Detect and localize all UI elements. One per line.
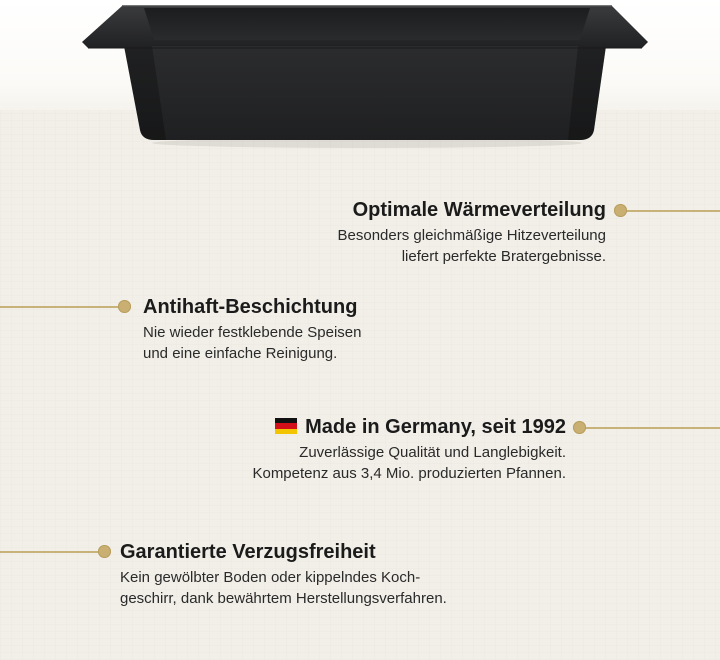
feature-line: und eine einfache Reinigung. — [143, 345, 338, 362]
connector-line-1 — [620, 210, 720, 212]
baking-pan-image — [82, 0, 652, 150]
feature-line: Besonders gleichmäßige Hitzeverteilung — [337, 227, 606, 244]
feature-title: Antihaft-Beschichtung — [143, 296, 358, 318]
feature-title-text: Made in Germany, seit 1992 — [305, 416, 566, 438]
feature-nonstick-coating — [143, 294, 563, 364]
feature-line: Nie wieder festklebende Speisen — [143, 324, 362, 341]
connector-line-2 — [0, 306, 122, 308]
bullet-dot-3 — [573, 421, 586, 434]
bullet-dot-1 — [614, 204, 627, 217]
feature-line: Kompetenz aus 3,4 Mio. produzierten Pfannen. — [252, 465, 566, 482]
feature-title: Optimale Wärmeverteilung — [352, 199, 606, 221]
feature-line: geschirr, dank bewährtem Herstellungsverfahren. — [120, 590, 447, 607]
feature-made-in-germany — [126, 414, 566, 484]
feature-heat-distribution — [186, 197, 606, 267]
feature-line: liefert perfekte Bratergebnisse. — [401, 248, 606, 265]
connector-line-4 — [0, 551, 102, 553]
feature-title: Garantierte Verzugsfreiheit — [120, 541, 376, 563]
feature-title — [126, 414, 566, 440]
connector-line-3 — [580, 427, 720, 429]
bullet-dot-4 — [98, 545, 111, 558]
feature-line: Kein gewölbter Boden oder kippelndes Koch- — [120, 569, 421, 586]
feature-line: Zuverlässige Qualität und Langlebigkeit. — [299, 444, 566, 461]
bullet-dot-2 — [118, 300, 131, 313]
feature-warp-free — [120, 539, 560, 609]
german-flag-icon — [275, 418, 297, 434]
